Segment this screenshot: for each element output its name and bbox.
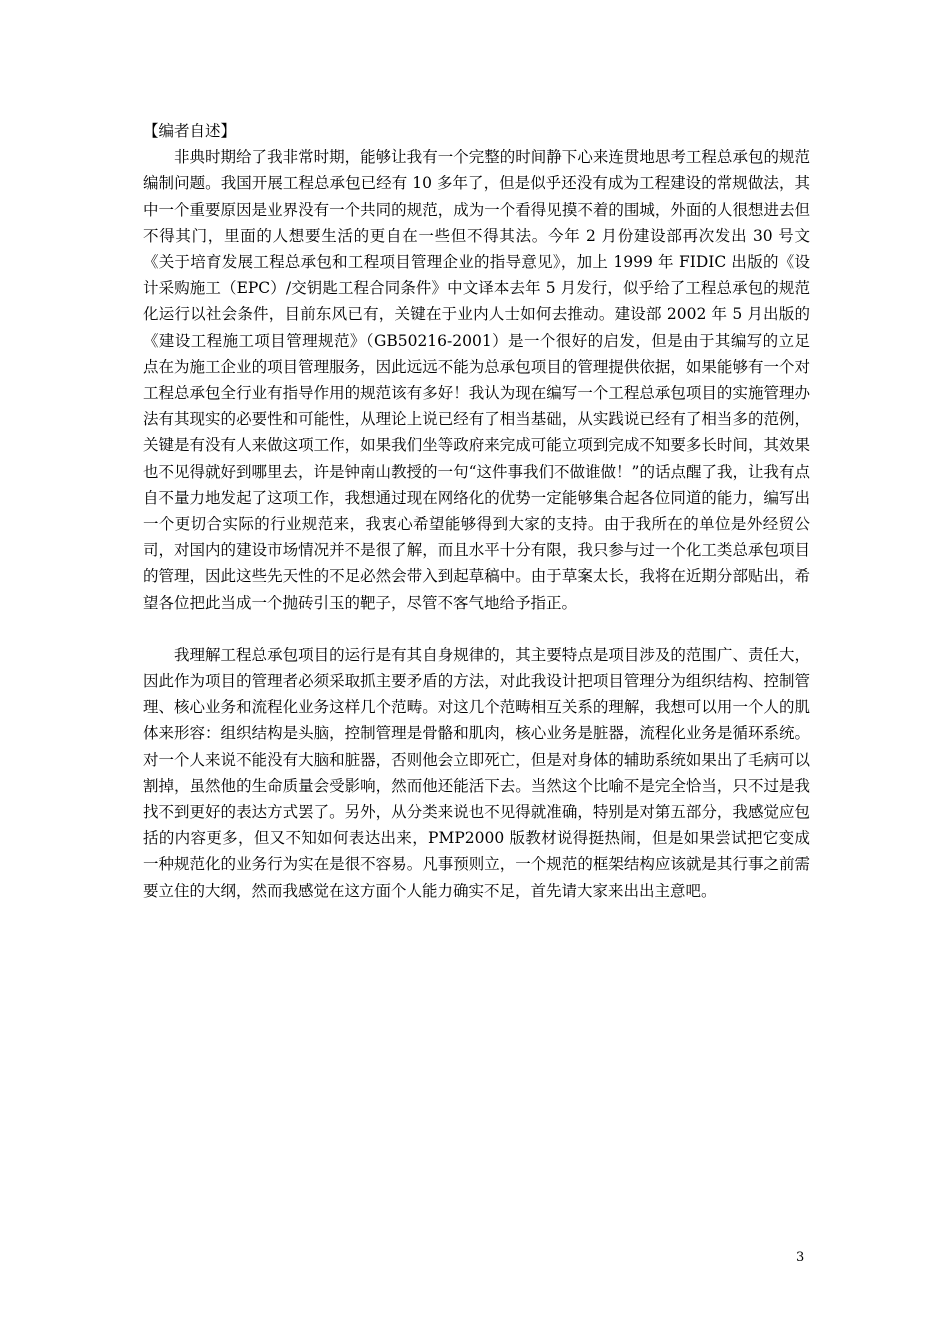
document-body — [143, 118, 810, 904]
paragraph-preface: 非典时期给了我非常时期，能够让我有一个完整的时间静下心来连贯地思考工程总承包的规范编制问题。我国开展工程总承包已经有 10 多年了，但是似乎还没有成为工程建设的常规做法，其中一个重要原因是业界没有一个共同的规范，成为一个看得见摸不着的围城，外面的人很想进去但不得其门，里面的人想要生活的更自在一些但不得其法。今年 2 月份建设部再次发出 30 号文《关于培育发展工程总承包和工程项目管理企业的指导意见》，加上 1999 年 FIDIC 出版的《设计采购施工（EPC）/交钥匙工程合同条件》中文译本去年 5 月发行，似乎给了工程总承包的规范化运行以社会条件，目前东风已有，关键在于业内人士如何去推动。建设部 2002 年 5 月出版的《建设工程施工项目管理规范》（GB50216-2001）是一个很好的启发，但是由于其编写的立足点在为施工企业的项目管理服务，因此远远不能为总承包项目的管理提供依据，如果能够有一个对工程总承包全行业有指导作用的规范该有多好！我认为现在编写一个工程总承包项目的实施管理办法有其现实的必要性和可能性，从理论上说已经有了相当基础，从实践说已经有了相当多的范例，关键是有没有人来做这项工作，如果我们坐等政府来完成可能立项到完成不知要多长时间，其效果也不见得就好到哪里去，许是钟南山教授的一句“这件事我们不做谁做！”的话点醒了我，让我有点自不量力地发起了这项工作，我想通过现在网络化的优势一定能够集合起各位同道的能力，编写出一个更切合实际的行业规范来，我衷心希望能够得到大家的支持。由于我所在的单位是外经贸公司，对国内的建设市场情况并不是很了解，而且水平十分有限，我只参与过一个化工类总承包项目的管理，因此这些先天性的不足必然会带入到起草稿中。由于草案太长，我将在近期分部贴出，希望各位把此当成一个抛砖引玉的靶子，尽管不客气地给予指正。 — [143, 148, 810, 612]
paragraph-framework: 我理解工程总承包项目的运行是有其自身规律的，其主要特点是项目涉及的范围广、责任大，因此作为项目的管理者必须采取抓主要矛盾的方法，对此我设计把项目管理分为组织结构、控制管理、核心业务和流程化业务这样几个范畴。对这几个范畴相互关系的理解，我想可以用一个人的肌体来形容：组织结构是头脑，控制管理是骨骼和肌肉，核心业务是脏器，流程化业务是循环系统。对一个人来说不能没有大脑和脏器，否则他会立即死亡，但是对身体的辅助系统如果出了毛病可以割掉，虽然他的生命质量会受影响，然而他还能活下去。当然这个比喻不是完全恰当，只不过是我找不到更好的表达方式罢了。另外，从分类来说也不见得就准确，特别是对第五部分，我感觉应包括的内容更多，但又不知如何表达出来，PMP2000 版教材说得挺热闹，但是如果尝试把它变成一种规范化的业务行为实在是很不容易。凡事预则立，一个规范的框架结构应该就是其行事之前需要立住的大纲，然而我感觉在这方面个人能力确实不足，首先请大家来出出主意吧。 — [143, 645, 810, 900]
section-heading: 【编者自述】 — [143, 122, 237, 140]
page-number: 3 — [796, 1250, 805, 1265]
paragraph-spacer — [143, 616, 810, 642]
